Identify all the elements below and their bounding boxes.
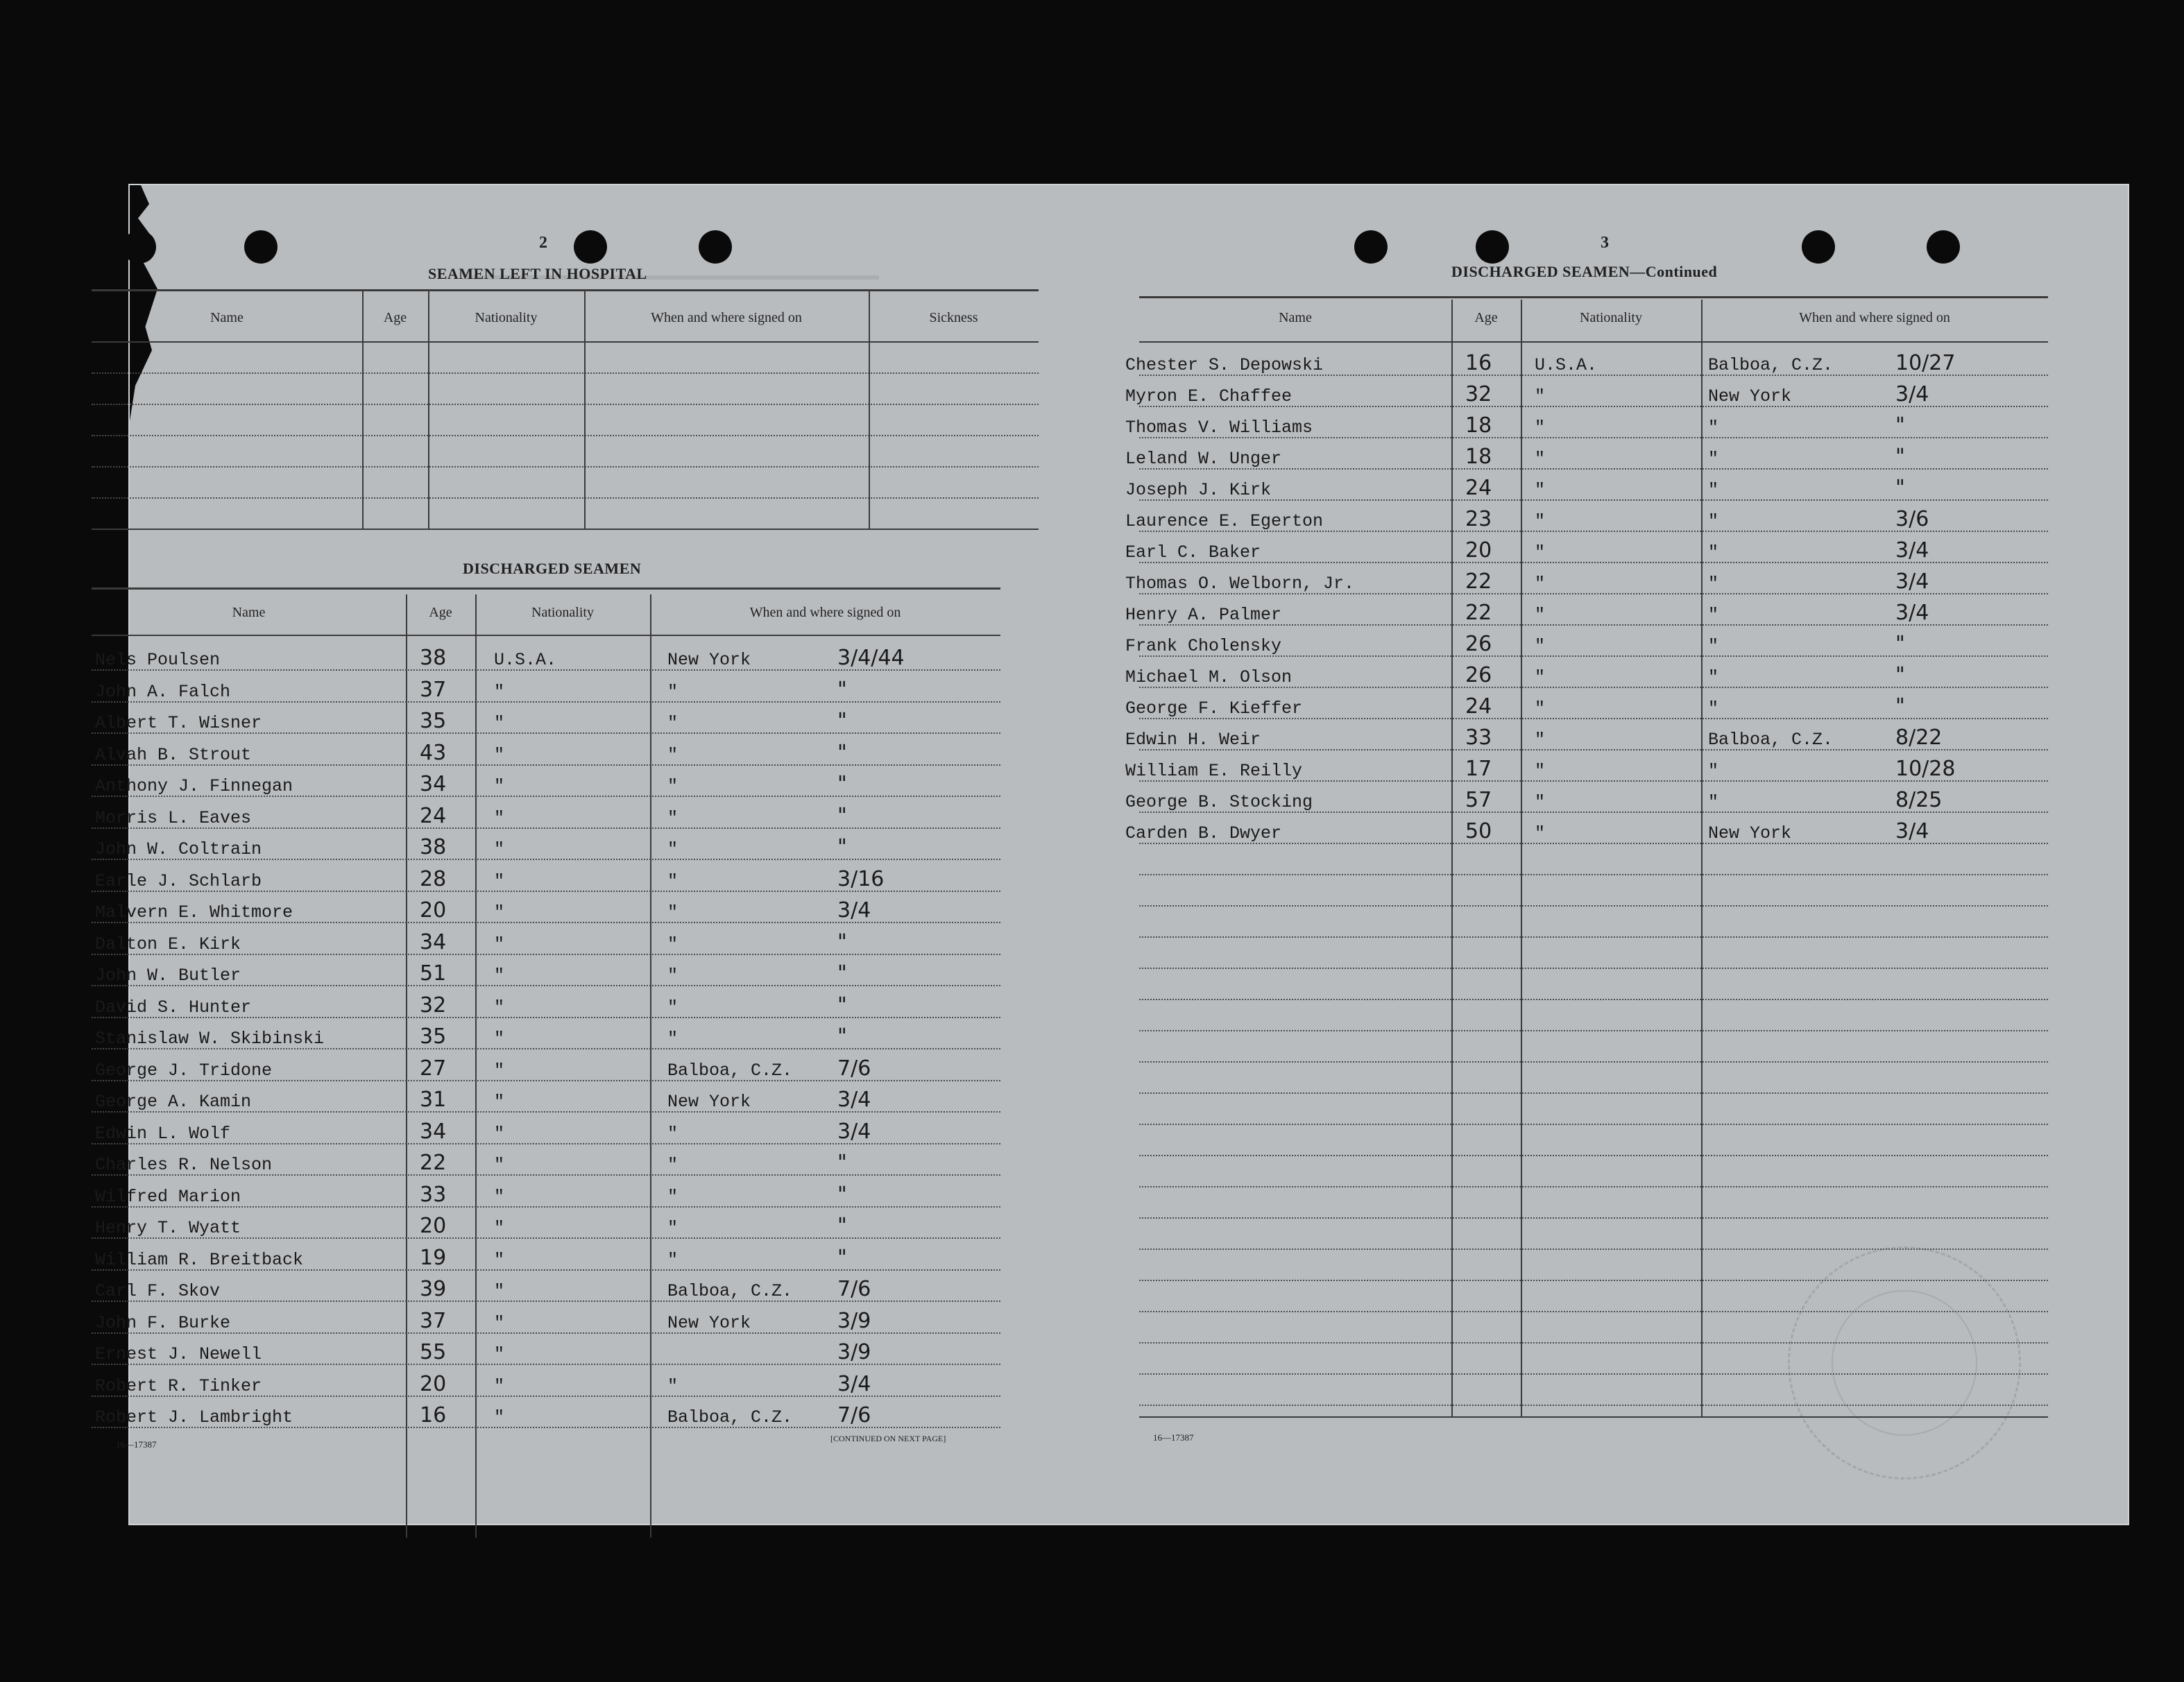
seaman-nationality: " (1535, 730, 1546, 750)
right-bottom-rule (1139, 1416, 2048, 1418)
seaman-age: 27 (420, 1056, 447, 1081)
seaman-age: 33 (420, 1182, 447, 1207)
hospital-row-line (92, 497, 1039, 499)
signed-on-place: Balboa, C.Z. (667, 1407, 793, 1427)
signed-on-date: 3/6 (1895, 507, 1929, 531)
row-line (1139, 936, 2048, 938)
signed-on-date: " (1895, 476, 1905, 500)
signed-on-place: " (667, 776, 679, 796)
seaman-name: Earl C. Baker (1125, 542, 1261, 563)
seaman-nationality: " (494, 1281, 505, 1301)
seaman-name: Henry A. Palmer (1125, 605, 1282, 625)
seaman-nationality: " (494, 966, 505, 986)
punch-hole (1927, 230, 1960, 264)
seaman-name: Wilfred Marion (95, 1186, 241, 1207)
signed-on-place: Balboa, C.Z. (1708, 730, 1834, 750)
row-line (1139, 1217, 2048, 1219)
seaman-nationality: " (1535, 542, 1546, 563)
seaman-nationality: " (494, 902, 505, 922)
row-line (1139, 1311, 2048, 1312)
signed-on-place: Balboa, C.Z. (1708, 355, 1834, 375)
seaman-age: 32 (1465, 382, 1492, 406)
seaman-age: 24 (420, 803, 447, 828)
hospital-col-sickness: Sickness (929, 310, 978, 325)
signed-on-date: " (1895, 413, 1905, 438)
seaman-nationality: " (494, 713, 505, 733)
right-header-rule (1139, 341, 2048, 343)
signed-on-place: " (667, 681, 679, 702)
seaman-name: Edwin H. Weir (1125, 730, 1261, 750)
signed-on-place: " (667, 997, 679, 1018)
signed-on-place: " (1708, 574, 1719, 594)
signed-on-date: " (837, 1214, 847, 1238)
signed-on-place: " (667, 1029, 679, 1049)
row-line (1139, 968, 2048, 969)
signed-on-place: " (1708, 698, 1719, 719)
seaman-nationality: " (1535, 418, 1546, 438)
signed-on-place: " (667, 744, 679, 765)
seaman-name: George F. Kieffer (1125, 698, 1303, 719)
seaman-age: 18 (1465, 413, 1492, 438)
seaman-nationality: " (1535, 636, 1546, 656)
seaman-age: 23 (1465, 507, 1492, 531)
seaman-age: 33 (1465, 726, 1492, 750)
punch-hole (699, 230, 732, 264)
torn-edge (130, 185, 185, 421)
seaman-nationality: " (494, 997, 505, 1018)
signed-on-place: " (667, 1123, 679, 1144)
seaman-nationality: " (1535, 511, 1546, 531)
seaman-age: 22 (420, 1151, 447, 1175)
seaman-age: 20 (420, 1371, 447, 1396)
signed-on-place: " (1708, 667, 1719, 687)
seaman-nationality: " (1535, 792, 1546, 812)
signed-on-date: 3/16 (837, 866, 885, 891)
seaman-nationality: " (1535, 605, 1546, 625)
signed-on-date: 3/4 (1895, 601, 1929, 625)
signed-on-date: 8/22 (1895, 726, 1943, 750)
form-number: 16—17387 (116, 1439, 157, 1450)
seaman-name: Michael M. Olson (1125, 667, 1293, 687)
discharged-col-age: Age (429, 605, 452, 620)
faded-stamp (1788, 1246, 2021, 1479)
row-line (1139, 1280, 2048, 1281)
seaman-name: George B. Stocking (1125, 792, 1313, 812)
seaman-nationality: U.S.A. (494, 650, 557, 670)
seaman-age: 22 (1465, 601, 1492, 625)
row-line (1139, 1061, 2048, 1063)
seaman-age: 37 (420, 1308, 447, 1333)
signed-on-date: 7/6 (837, 1403, 871, 1427)
seaman-name: Anthony J. Finnegan (95, 776, 293, 796)
row-line (1139, 874, 2048, 875)
row-line (1139, 1405, 2048, 1406)
signed-on-date: " (1895, 632, 1905, 656)
seaman-nationality: " (494, 1407, 505, 1427)
signed-on-place: " (667, 902, 679, 922)
seaman-age: 38 (420, 646, 447, 670)
signed-on-date: " (837, 961, 847, 986)
signed-on-place: " (1708, 792, 1719, 812)
signed-on-place: " (667, 966, 679, 986)
seaman-nationality: " (1535, 761, 1546, 781)
page-number: 2 (539, 234, 547, 252)
signed-on-date: 3/4 (1895, 538, 1929, 563)
signed-on-place: " (1708, 605, 1719, 625)
seaman-name: Leland W. Unger (1125, 449, 1282, 469)
row-line (1139, 1092, 2048, 1094)
seaman-age: 38 (420, 835, 447, 859)
seaman-name: Thomas V. Williams (1125, 418, 1313, 438)
seaman-name: Frank Cholensky (1125, 636, 1282, 656)
signed-on-date: " (837, 677, 847, 702)
signed-on-place: " (667, 1218, 679, 1238)
seaman-age: 34 (420, 772, 447, 796)
seaman-nationality: " (494, 1186, 505, 1207)
seaman-age: 20 (420, 898, 447, 922)
seaman-nationality: " (494, 1312, 505, 1333)
hospital-bottom-rule (92, 529, 1039, 530)
row-line (1139, 1186, 2048, 1187)
seaman-nationality: " (494, 839, 505, 859)
signed-on-date: " (1895, 694, 1905, 719)
right-col-signed-on: When and where signed on (1799, 310, 1950, 325)
hospital-col-signed-on: When and where signed on (651, 310, 802, 325)
seaman-age: 35 (420, 1024, 447, 1049)
signed-on-date: " (837, 740, 847, 765)
signed-on-place: New York (667, 1312, 751, 1333)
right-col-name: Name (1279, 310, 1312, 325)
signed-on-place: New York (1708, 386, 1792, 406)
row-line (1139, 1030, 2048, 1031)
seaman-nationality: " (494, 1060, 505, 1081)
seaman-age: 18 (1465, 445, 1492, 469)
discharged-col-name: Name (232, 605, 266, 620)
seaman-nationality: " (1535, 574, 1546, 594)
seaman-name: William R. Breitback (95, 1249, 304, 1270)
seaman-age: 22 (1465, 569, 1492, 594)
seaman-name: Nels Poulsen (95, 650, 221, 670)
seaman-nationality: " (494, 807, 505, 828)
hospital-row-line (92, 404, 1039, 405)
signed-on-place: Balboa, C.Z. (667, 1060, 793, 1081)
row-line (1139, 1155, 2048, 1156)
seaman-age: 16 (420, 1403, 447, 1427)
seaman-nationality: U.S.A. (1535, 355, 1598, 375)
seaman-age: 51 (420, 961, 447, 986)
seaman-age: 43 (420, 740, 447, 765)
hospital-col-age: Age (383, 310, 407, 325)
seaman-age: 24 (1465, 694, 1492, 719)
seaman-age: 31 (420, 1088, 447, 1112)
seaman-name: George A. Kamin (95, 1092, 252, 1112)
seaman-name: Albert T. Wisner (95, 713, 262, 733)
seaman-age: 20 (420, 1214, 447, 1238)
seaman-nationality: " (1535, 667, 1546, 687)
seaman-name: John W. Coltrain (95, 839, 262, 859)
signed-on-place: " (667, 1249, 679, 1270)
seaman-name: Alvah B. Strout (95, 744, 252, 765)
right-col-age: Age (1474, 310, 1498, 325)
discharged-title: DISCHARGED SEAMEN (463, 560, 642, 577)
seaman-nationality: " (494, 1375, 505, 1396)
signed-on-date: " (837, 835, 847, 859)
signed-on-place: " (667, 1155, 679, 1175)
punch-hole (1354, 230, 1388, 264)
signed-on-place: " (667, 934, 679, 954)
signed-on-date: 3/4 (837, 1088, 871, 1112)
signed-on-place: Balboa, C.Z. (667, 1281, 793, 1301)
signed-on-date: " (837, 929, 847, 954)
signed-on-date: 3/4/44 (837, 646, 905, 670)
signed-on-date: " (1895, 445, 1905, 469)
row-line (1139, 999, 2048, 1000)
seaman-name: Laurence E. Egerton (1125, 511, 1324, 531)
right-col-nationality: Nationality (1580, 310, 1642, 325)
seaman-name: John A. Falch (95, 681, 231, 702)
seaman-age: 24 (1465, 476, 1492, 500)
hospital-row-line (92, 466, 1039, 467)
seaman-age: 55 (420, 1340, 447, 1364)
seaman-name: Edwin L. Wolf (95, 1123, 231, 1144)
seaman-nationality: " (1535, 386, 1546, 406)
seaman-age: 37 (420, 677, 447, 702)
signed-on-place: " (667, 1375, 679, 1396)
seaman-nationality: " (494, 1218, 505, 1238)
signed-on-place: " (667, 807, 679, 828)
hospital-top-rule (92, 289, 1039, 291)
seaman-age: 34 (420, 929, 447, 954)
signed-on-date: " (837, 772, 847, 796)
seaman-name: Morris L. Eaves (95, 807, 252, 828)
seaman-age: 17 (1465, 757, 1492, 781)
seaman-name: John W. Butler (95, 966, 241, 986)
continued-note: [CONTINUED ON NEXT PAGE] (830, 1434, 946, 1443)
seaman-age: 20 (1465, 538, 1492, 563)
row-line (1139, 1373, 2048, 1375)
seaman-nationality: " (494, 934, 505, 954)
seaman-name: George J. Tridone (95, 1060, 273, 1081)
seaman-name: Carden B. Dwyer (1125, 823, 1282, 843)
seaman-age: 35 (420, 709, 447, 733)
signed-on-date: 10/27 (1895, 351, 1956, 375)
seaman-nationality: " (494, 1155, 505, 1175)
seaman-name: David S. Hunter (95, 997, 252, 1018)
signed-on-date: 3/4 (837, 898, 871, 922)
signed-on-place: " (667, 1186, 679, 1207)
seaman-nationality: " (494, 1092, 505, 1112)
signed-on-place: " (667, 713, 679, 733)
signed-on-date: 7/6 (837, 1056, 871, 1081)
seaman-name: Henry T. Wyatt (95, 1218, 241, 1238)
seaman-nationality: " (1535, 823, 1546, 843)
form-number: 16—17387 (1153, 1432, 1194, 1443)
signed-on-date: 7/6 (837, 1277, 871, 1301)
seaman-nationality: " (494, 870, 505, 891)
seaman-name: Malvern E. Whitmore (95, 902, 293, 922)
seaman-name: Joseph J. Kirk (1125, 480, 1272, 500)
hospital-row-line (92, 372, 1039, 374)
signed-on-place: " (667, 839, 679, 859)
seaman-name: Chester S. Depowski (1125, 355, 1324, 375)
row-line (1139, 499, 2048, 501)
hospital-col-name: Name (210, 310, 244, 325)
seaman-age: 39 (420, 1277, 447, 1301)
discharged-continued-title: DISCHARGED SEAMEN—Continued (1451, 263, 1718, 280)
signed-on-place: " (1708, 761, 1719, 781)
seaman-name: Carl F. Skov (95, 1281, 221, 1301)
signed-on-date: 3/4 (1895, 569, 1929, 594)
seaman-age: 26 (1465, 663, 1492, 687)
seaman-name: Stanislaw W. Skibinski (95, 1029, 325, 1049)
seaman-age: 32 (420, 993, 447, 1018)
punch-hole (574, 230, 607, 264)
seaman-name: Charles R. Nelson (95, 1155, 273, 1175)
hospital-title: SEAMEN LEFT IN HOSPITAL (428, 265, 647, 282)
signed-on-place: New York (1708, 823, 1792, 843)
discharged-top-rule (92, 587, 1000, 590)
punch-hole (1476, 230, 1509, 264)
signed-on-date: 8/25 (1895, 788, 1943, 812)
seaman-name: Robert R. Tinker (95, 1375, 262, 1396)
signed-on-date: 3/9 (837, 1340, 871, 1364)
signed-on-date: " (837, 1151, 847, 1175)
hospital-col-nationality: Nationality (475, 310, 538, 325)
hospital-row-line (92, 435, 1039, 436)
seaman-nationality: " (1535, 449, 1546, 469)
seaman-nationality: " (1535, 698, 1546, 719)
seaman-nationality: " (1535, 480, 1546, 500)
seaman-name: Earle J. Schlarb (95, 870, 262, 891)
signed-on-date: 10/28 (1895, 757, 1956, 781)
row-line (1139, 1342, 2048, 1344)
signed-on-date: 3/4 (837, 1371, 871, 1396)
seaman-nationality: " (494, 1344, 505, 1364)
signed-on-place: " (1708, 636, 1719, 656)
discharged-col-signed-on: When and where signed on (749, 605, 901, 620)
seaman-nationality: " (494, 776, 505, 796)
row-line (1139, 1124, 2048, 1125)
seaman-age: 16 (1465, 351, 1492, 375)
signed-on-place: " (1708, 511, 1719, 531)
seaman-age: 34 (420, 1119, 447, 1144)
seaman-nationality: " (494, 1123, 505, 1144)
row-line (1139, 1248, 2048, 1250)
signed-on-place: " (1708, 418, 1719, 438)
seaman-name: Ernest J. Newell (95, 1344, 262, 1364)
signed-on-date: 3/9 (837, 1308, 871, 1333)
discharged-header-rule (92, 635, 1000, 636)
signed-on-date: " (837, 993, 847, 1018)
right-top-rule (1139, 296, 2048, 298)
seaman-age: 50 (1465, 819, 1492, 843)
signed-on-place: New York (667, 1092, 751, 1112)
discharged-col-nationality: Nationality (531, 605, 594, 620)
seaman-nationality: " (494, 1029, 505, 1049)
signed-on-date: " (837, 803, 847, 828)
punch-hole (244, 230, 278, 264)
signed-on-place: " (1708, 449, 1719, 469)
signed-on-date: " (837, 1182, 847, 1207)
seaman-age: 26 (1465, 632, 1492, 656)
signed-on-date: " (837, 1245, 847, 1270)
signed-on-place: " (1708, 542, 1719, 563)
signed-on-date: " (837, 709, 847, 733)
hospital-header-rule (92, 341, 1039, 343)
punch-hole (1802, 230, 1835, 264)
signed-on-date: " (837, 1024, 847, 1049)
seaman-nationality: " (494, 1249, 505, 1270)
signed-on-place: " (667, 870, 679, 891)
seaman-name: Dalton E. Kirk (95, 934, 241, 954)
seaman-name: John F. Burke (95, 1312, 231, 1333)
seaman-name: Myron E. Chaffee (1125, 386, 1293, 406)
punch-hole (123, 230, 156, 264)
document-sheet (95, 184, 2129, 1525)
signed-on-place: New York (667, 650, 751, 670)
seaman-nationality: " (494, 681, 505, 702)
signed-on-date: 3/4 (1895, 819, 1929, 843)
signed-on-date: 3/4 (837, 1119, 871, 1144)
seaman-name: Thomas O. Welborn, Jr. (1125, 574, 1355, 594)
page-number: 3 (1601, 234, 1609, 252)
seaman-age: 57 (1465, 788, 1492, 812)
row-line (1139, 905, 2048, 907)
seaman-nationality: " (494, 744, 505, 765)
signed-on-place: " (1708, 480, 1719, 500)
signed-on-date: 3/4 (1895, 382, 1929, 406)
seaman-name: William E. Reilly (1125, 761, 1303, 781)
seaman-age: 19 (420, 1245, 447, 1270)
seaman-name: Robert J. Lambright (95, 1407, 293, 1427)
seaman-age: 28 (420, 866, 447, 891)
signed-on-date: " (1895, 663, 1905, 687)
